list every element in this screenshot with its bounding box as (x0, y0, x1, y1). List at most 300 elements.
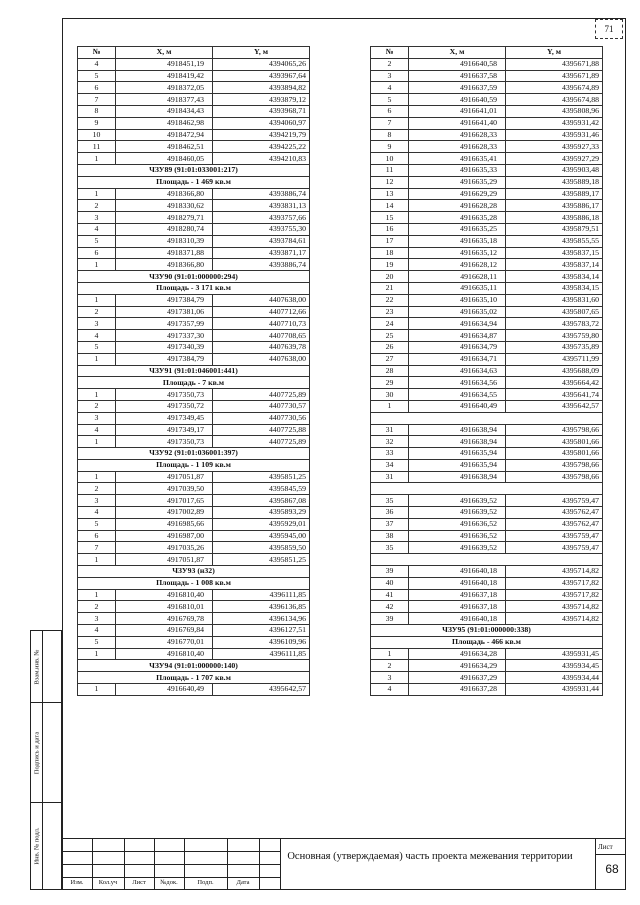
table-row (78, 117, 310, 129)
point-number: 10 (371, 153, 409, 165)
x-coordinate: 4916634,71 (409, 353, 506, 365)
y-coordinate: 4395889,18 (506, 176, 603, 188)
point-number: 39 (371, 613, 409, 625)
sheet-label: Лист (598, 843, 613, 851)
point-number: 1 (78, 353, 116, 365)
x-coordinate: 4916637,18 (409, 601, 506, 613)
point-number: 3 (78, 613, 116, 625)
stamp-col-change: Изм. (70, 879, 84, 886)
x-coordinate: 4916636,52 (409, 530, 506, 542)
point-number: 6 (78, 530, 116, 542)
table-row (78, 82, 310, 94)
x-coordinate: 4916635,29 (409, 176, 506, 188)
side-label-signature-date: Подпись и дата (33, 731, 41, 774)
point-number: 1 (78, 436, 116, 448)
point-number: 24 (371, 318, 409, 330)
y-coordinate: 4396109,96 (213, 636, 310, 648)
x-coordinate: 4917381,06 (116, 306, 213, 318)
point-number: 1 (78, 471, 116, 483)
y-coordinate: 4395674,89 (506, 82, 603, 94)
y-coordinate: 4395759,47 (506, 530, 603, 542)
side-label-original-inv: Инв. № подл. (33, 827, 41, 865)
y-coordinate: 4407638,00 (213, 294, 310, 306)
y-coordinate: 4393755,30 (213, 223, 310, 235)
y-coordinate: 4407639,78 (213, 341, 310, 353)
section-header: Площадь - 466 кв.м (371, 636, 603, 648)
table-row (371, 518, 603, 530)
table-row (371, 141, 603, 153)
y-coordinate: 4395664,42 (506, 377, 603, 389)
point-number: 1 (371, 400, 409, 412)
table-row (78, 412, 310, 424)
table-row (78, 542, 310, 554)
col-header-y: Y, м (213, 47, 310, 59)
y-coordinate: 4395759,80 (506, 330, 603, 342)
x-coordinate: 4916770,01 (116, 636, 213, 648)
section-header-row (78, 365, 310, 377)
x-coordinate: 4918371,88 (116, 247, 213, 259)
table-row (78, 223, 310, 235)
table-row (371, 601, 603, 613)
x-coordinate: 4918460,05 (116, 153, 213, 165)
table-row (78, 259, 310, 271)
y-coordinate: 4395714,82 (506, 566, 603, 578)
y-coordinate: 4395927,33 (506, 141, 603, 153)
table-row (78, 601, 310, 613)
stamp-col-date: Дата (236, 879, 250, 886)
point-number: 31 (371, 424, 409, 436)
x-coordinate: 4918372,05 (116, 82, 213, 94)
table-row (78, 554, 310, 566)
x-coordinate: 4916636,52 (409, 518, 506, 530)
x-coordinate: 4917357,99 (116, 318, 213, 330)
x-coordinate: 4916635,10 (409, 294, 506, 306)
point-number: 27 (371, 353, 409, 365)
coordinates-table-left (77, 46, 310, 696)
table-row (371, 164, 603, 176)
table-row (78, 613, 310, 625)
y-coordinate: 4395886,18 (506, 212, 603, 224)
x-coordinate: 4916634,56 (409, 377, 506, 389)
x-coordinate: 4916639,52 (409, 495, 506, 507)
stamp-col-sign: Подп. (197, 879, 214, 886)
table-row (371, 353, 603, 365)
y-coordinate: 4393757,66 (213, 212, 310, 224)
point-number: 2 (371, 58, 409, 70)
point-number: 2 (78, 306, 116, 318)
section-header-row (78, 459, 310, 471)
side-cell-original-inv (31, 803, 61, 889)
point-number: 3 (78, 495, 116, 507)
point-number: 37 (371, 518, 409, 530)
x-coordinate: 4916635,11 (409, 282, 506, 294)
x-coordinate: 4917017,65 (116, 495, 213, 507)
y-coordinate: 4395851,25 (213, 471, 310, 483)
point-number: 41 (371, 589, 409, 601)
x-coordinate: 4916634,87 (409, 330, 506, 342)
x-coordinate: 4916638,94 (409, 436, 506, 448)
x-coordinate: 4917039,50 (116, 483, 213, 495)
point-number: 21 (371, 282, 409, 294)
y-coordinate: 4407725,88 (213, 424, 310, 436)
table-row (371, 70, 603, 82)
point-number: 3 (78, 212, 116, 224)
x-coordinate: 4918280,74 (116, 223, 213, 235)
x-coordinate: 4916638,94 (409, 424, 506, 436)
x-coordinate: 4918462,98 (116, 117, 213, 129)
table-row (371, 188, 603, 200)
point-number: 3 (371, 672, 409, 684)
y-coordinate: 4393967,64 (213, 70, 310, 82)
table-row (371, 459, 603, 471)
point-number: 10 (78, 129, 116, 141)
x-coordinate: 4916634,79 (409, 341, 506, 353)
point-number: 20 (371, 271, 409, 283)
point-number: 34 (371, 459, 409, 471)
y-coordinate: 4395717,82 (506, 589, 603, 601)
y-coordinate: 4395831,60 (506, 294, 603, 306)
section-header: Площадь - 3 171 кв.м (78, 282, 310, 294)
separator-row (371, 554, 603, 566)
table-row (371, 684, 603, 696)
table-row (78, 306, 310, 318)
point-number: 1 (78, 554, 116, 566)
y-coordinate: 4395927,29 (506, 153, 603, 165)
y-coordinate: 4395674,88 (506, 94, 603, 106)
x-coordinate: 4917051,87 (116, 554, 213, 566)
point-number: 12 (371, 176, 409, 188)
document-title: Основная (утверждаемая) часть проекта межевания территории (287, 851, 573, 862)
x-coordinate: 4916634,55 (409, 389, 506, 401)
point-number: 4 (78, 330, 116, 342)
y-coordinate: 4395934,45 (506, 660, 603, 672)
x-coordinate: 4918330,62 (116, 200, 213, 212)
y-coordinate: 4395801,66 (506, 436, 603, 448)
y-coordinate: 4395717,82 (506, 577, 603, 589)
point-number: 35 (371, 495, 409, 507)
y-coordinate: 4394210,83 (213, 153, 310, 165)
table-row (78, 141, 310, 153)
x-coordinate: 4916634,63 (409, 365, 506, 377)
point-number: 33 (371, 448, 409, 460)
point-number: 4 (371, 82, 409, 94)
table-row (78, 684, 310, 696)
point-number: 2 (78, 400, 116, 412)
table-row (78, 212, 310, 224)
y-coordinate: 4407712,66 (213, 306, 310, 318)
x-coordinate: 4916629,29 (409, 188, 506, 200)
y-coordinate: 4393871,17 (213, 247, 310, 259)
point-number: 1 (78, 294, 116, 306)
x-coordinate: 4916637,58 (409, 70, 506, 82)
point-number: 6 (78, 82, 116, 94)
table-row (78, 200, 310, 212)
y-coordinate: 4393886,74 (213, 188, 310, 200)
table-row (78, 330, 310, 342)
table-row (78, 105, 310, 117)
table-row (371, 389, 603, 401)
y-coordinate: 4394060,97 (213, 117, 310, 129)
point-number: 17 (371, 235, 409, 247)
col-header-x: X, м (116, 47, 213, 59)
point-number: 28 (371, 365, 409, 377)
y-coordinate: 4395845,59 (213, 483, 310, 495)
table-row (371, 436, 603, 448)
y-coordinate: 4395798,66 (506, 471, 603, 483)
table-row (371, 129, 603, 141)
blank-separator (371, 554, 603, 566)
y-coordinate: 4395762,47 (506, 507, 603, 519)
x-coordinate: 4916810,40 (116, 589, 213, 601)
x-coordinate: 4916635,12 (409, 247, 506, 259)
table-row (78, 495, 310, 507)
section-header: ЧЗУ94 (91:01:000000:140) (78, 660, 310, 672)
section-header-row (78, 176, 310, 188)
x-coordinate: 4918434,43 (116, 105, 213, 117)
point-number: 4 (78, 507, 116, 519)
section-header: Площадь - 1 707 кв.м (78, 672, 310, 684)
section-header-row (371, 625, 603, 637)
table-row (371, 495, 603, 507)
table-row (78, 589, 310, 601)
x-coordinate: 4917384,79 (116, 294, 213, 306)
point-number: 19 (371, 259, 409, 271)
point-number: 2 (78, 483, 116, 495)
y-coordinate: 4407708,65 (213, 330, 310, 342)
sheet-number: 68 (605, 862, 619, 876)
y-coordinate: 4394225,22 (213, 141, 310, 153)
table-row (371, 341, 603, 353)
table-row (371, 330, 603, 342)
table-row (371, 105, 603, 117)
section-header-row (371, 636, 603, 648)
x-coordinate: 4916810,40 (116, 648, 213, 660)
y-coordinate: 4407710,73 (213, 318, 310, 330)
table-row (78, 188, 310, 200)
x-coordinate: 4918377,43 (116, 94, 213, 106)
stamp-col-sheet: Лист (132, 879, 146, 886)
x-coordinate: 4917340,39 (116, 341, 213, 353)
side-cell-replace-inv (31, 631, 61, 703)
point-number: 11 (371, 164, 409, 176)
point-number: 2 (371, 660, 409, 672)
table-row (371, 365, 603, 377)
section-header-row (78, 448, 310, 460)
y-coordinate: 4395783,72 (506, 318, 603, 330)
table-row (371, 507, 603, 519)
y-coordinate: 4407638,00 (213, 353, 310, 365)
y-coordinate: 4395762,47 (506, 518, 603, 530)
point-number: 5 (371, 94, 409, 106)
section-header-row (78, 282, 310, 294)
blank-separator (371, 483, 603, 495)
y-coordinate: 4395808,96 (506, 105, 603, 117)
x-coordinate: 4916640,18 (409, 577, 506, 589)
x-coordinate: 4916628,28 (409, 200, 506, 212)
point-number: 39 (371, 566, 409, 578)
x-coordinate: 4916635,18 (409, 235, 506, 247)
table-row (371, 577, 603, 589)
table-row (371, 223, 603, 235)
x-coordinate: 4916769,84 (116, 625, 213, 637)
point-number: 7 (371, 117, 409, 129)
y-coordinate: 4395934,44 (506, 672, 603, 684)
x-coordinate: 4916640,49 (409, 400, 506, 412)
x-coordinate: 4918310,39 (116, 235, 213, 247)
point-number: 6 (78, 247, 116, 259)
col-header-y: Y, м (506, 47, 603, 59)
point-number: 3 (78, 318, 116, 330)
point-number: 8 (371, 129, 409, 141)
point-number: 2 (78, 601, 116, 613)
table-row (371, 672, 603, 684)
table-row (78, 483, 310, 495)
table-row (371, 377, 603, 389)
y-coordinate: 4395931,45 (506, 648, 603, 660)
y-coordinate: 4395807,65 (506, 306, 603, 318)
section-header: ЧЗУ89 (91:01:033001:217) (78, 164, 310, 176)
section-header: Площадь - 1 109 кв.м (78, 459, 310, 471)
point-number: 5 (78, 235, 116, 247)
x-coordinate: 4916634,94 (409, 318, 506, 330)
section-header-row (78, 660, 310, 672)
table-row (371, 176, 603, 188)
point-number: 1 (78, 153, 116, 165)
y-coordinate: 4395688,09 (506, 365, 603, 377)
x-coordinate: 4916637,28 (409, 684, 506, 696)
coordinates-table-right (370, 46, 603, 696)
x-coordinate: 4916635,25 (409, 223, 506, 235)
table-row (78, 70, 310, 82)
x-coordinate: 4916635,94 (409, 459, 506, 471)
table-row (78, 436, 310, 448)
y-coordinate: 4393831,13 (213, 200, 310, 212)
x-coordinate: 4917350,73 (116, 436, 213, 448)
section-header: Площадь - 7 кв.м (78, 377, 310, 389)
table-row (78, 424, 310, 436)
point-number: 31 (371, 471, 409, 483)
point-number: 9 (78, 117, 116, 129)
table-row (78, 389, 310, 401)
table-row (371, 318, 603, 330)
table-row (78, 648, 310, 660)
table-row (78, 353, 310, 365)
point-number: 15 (371, 212, 409, 224)
x-coordinate: 4916640,18 (409, 566, 506, 578)
table-row (78, 625, 310, 637)
point-number: 16 (371, 223, 409, 235)
y-coordinate: 4395893,29 (213, 507, 310, 519)
side-cell-signature-date (31, 703, 61, 803)
x-coordinate: 4916637,29 (409, 672, 506, 684)
table-row (371, 424, 603, 436)
table-row (78, 58, 310, 70)
col-header-number: № (78, 47, 116, 59)
table-row (371, 58, 603, 70)
x-coordinate: 4916635,94 (409, 448, 506, 460)
separator-row (371, 412, 603, 424)
table-row (78, 247, 310, 259)
point-number: 4 (78, 424, 116, 436)
x-coordinate: 4917002,89 (116, 507, 213, 519)
table-row (78, 235, 310, 247)
point-number: 4 (371, 684, 409, 696)
table-row (78, 530, 310, 542)
table-row (78, 507, 310, 519)
point-number: 13 (371, 188, 409, 200)
y-coordinate: 4407730,57 (213, 400, 310, 412)
x-coordinate: 4916639,52 (409, 542, 506, 554)
section-header: ЧЗУ93 (н32) (78, 566, 310, 578)
y-coordinate: 4395642,57 (213, 684, 310, 696)
table-row (371, 235, 603, 247)
table-row (78, 294, 310, 306)
table-row (371, 648, 603, 660)
x-coordinate: 4918366,80 (116, 188, 213, 200)
x-coordinate: 4916628,12 (409, 259, 506, 271)
blank-separator (371, 412, 603, 424)
table-row (78, 318, 310, 330)
point-number: 42 (371, 601, 409, 613)
y-coordinate: 4393968,71 (213, 105, 310, 117)
point-number: 23 (371, 306, 409, 318)
y-coordinate: 4395931,44 (506, 684, 603, 696)
point-number: 1 (371, 648, 409, 660)
table-row (371, 200, 603, 212)
y-coordinate: 4395801,66 (506, 448, 603, 460)
y-coordinate: 4395642,57 (506, 400, 603, 412)
side-label-replace-inv: Взам.инв. № (33, 648, 41, 685)
point-number: 3 (371, 70, 409, 82)
y-coordinate: 4395798,66 (506, 424, 603, 436)
point-number: 22 (371, 294, 409, 306)
x-coordinate: 4916987,00 (116, 530, 213, 542)
y-coordinate: 4394065,26 (213, 58, 310, 70)
point-number: 9 (371, 141, 409, 153)
point-number: 36 (371, 507, 409, 519)
point-number: 4 (78, 58, 116, 70)
x-coordinate: 4916635,02 (409, 306, 506, 318)
x-coordinate: 4918462,51 (116, 141, 213, 153)
table-row (371, 294, 603, 306)
table-row (371, 282, 603, 294)
x-coordinate: 4917349,17 (116, 424, 213, 436)
y-coordinate: 4393886,74 (213, 259, 310, 271)
x-coordinate: 4916810,01 (116, 601, 213, 613)
y-coordinate: 4395931,42 (506, 117, 603, 129)
y-coordinate: 4395837,14 (506, 259, 603, 271)
x-coordinate: 4916640,58 (409, 58, 506, 70)
point-number: 35 (371, 542, 409, 554)
x-coordinate: 4917337,30 (116, 330, 213, 342)
y-coordinate: 4395798,66 (506, 459, 603, 471)
x-coordinate: 4916641,01 (409, 105, 506, 117)
table-row (371, 212, 603, 224)
x-coordinate: 4916635,33 (409, 164, 506, 176)
point-number: 5 (78, 70, 116, 82)
point-number: 4 (78, 625, 116, 637)
point-number: 25 (371, 330, 409, 342)
point-number: 7 (78, 542, 116, 554)
y-coordinate: 4393784,61 (213, 235, 310, 247)
section-header-row (78, 164, 310, 176)
x-coordinate: 4916628,33 (409, 141, 506, 153)
point-number: 2 (78, 200, 116, 212)
stamp-col-count: Кол.уч (98, 879, 118, 886)
point-number: 30 (371, 389, 409, 401)
x-coordinate: 4916641,40 (409, 117, 506, 129)
y-coordinate: 4395759,47 (506, 495, 603, 507)
